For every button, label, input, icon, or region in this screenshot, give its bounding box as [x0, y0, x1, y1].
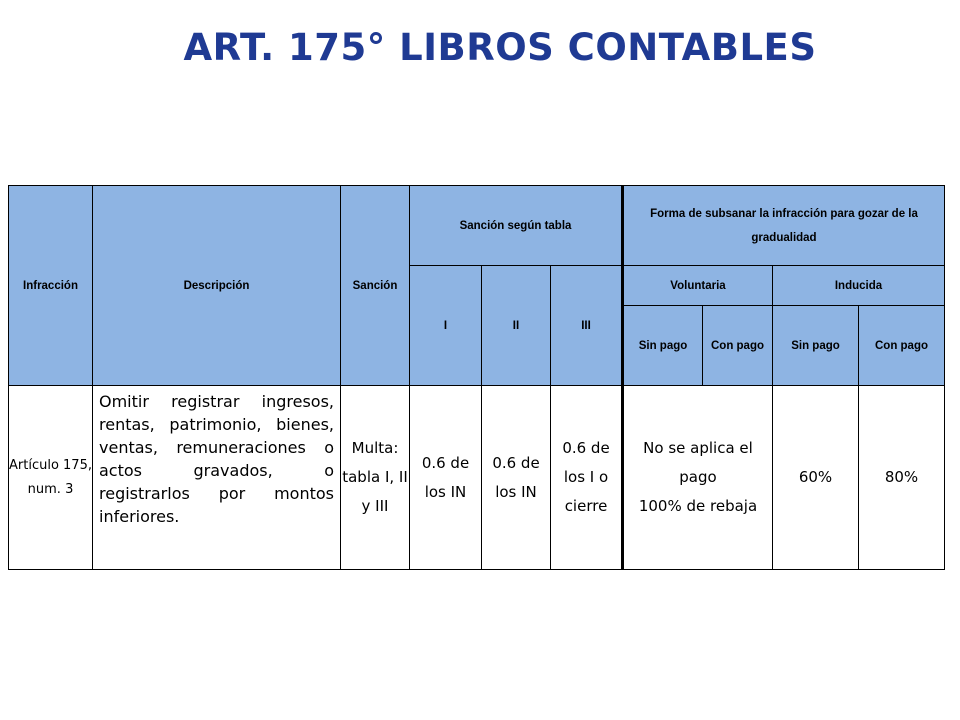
- header-descripcion: Descripción: [93, 186, 341, 386]
- header-sancion-tabla: Sanción según tabla: [410, 186, 623, 266]
- header-voluntaria: Voluntaria: [623, 266, 773, 306]
- cell-tabla-iii: 0.6 de los I o cierre: [551, 386, 623, 570]
- header-vol-con-pago: Con pago: [703, 306, 773, 386]
- cell-infraccion: Artículo 175, num. 3: [9, 386, 93, 570]
- cell-inducida-con-pago: 80%: [859, 386, 945, 570]
- header-ind-con-pago: Con pago: [859, 306, 945, 386]
- cell-tabla-i: 0.6 de los IN: [410, 386, 482, 570]
- cell-tabla-ii: 0.6 de los IN: [482, 386, 551, 570]
- header-ind-sin-pago: Sin pago: [773, 306, 859, 386]
- header-sancion: Sanción: [341, 186, 410, 386]
- header-forma-subsanar: Forma de subsanar la infracción para gozar de la gradualidad: [623, 186, 945, 266]
- sanctions-table: [8, 185, 945, 570]
- cell-voluntaria: [623, 386, 773, 570]
- voluntaria-line-2: 100% de rebaja: [638, 497, 758, 515]
- header-infraccion: Infracción: [9, 186, 93, 386]
- header-vol-sin-pago: Sin pago: [623, 306, 703, 386]
- header-tabla-iii: III: [551, 266, 623, 386]
- voluntaria-line-1: No se aplica el pago: [643, 439, 753, 486]
- page-title: ART. 175° LIBROS CONTABLES: [183, 26, 817, 69]
- cell-descripcion: Omitir registrar ingresos, rentas, patrimonio, bienes, ventas, remuneraciones o actos gravados, o registrarlos por montos inferiores.: [93, 386, 341, 570]
- cell-sancion: Multa: tabla I, II y III: [341, 386, 410, 570]
- header-tabla-i: I: [410, 266, 482, 386]
- header-inducida: Inducida: [773, 266, 945, 306]
- table-row: [9, 386, 945, 570]
- header-tabla-ii: II: [482, 266, 551, 386]
- cell-inducida-sin-pago: 60%: [773, 386, 859, 570]
